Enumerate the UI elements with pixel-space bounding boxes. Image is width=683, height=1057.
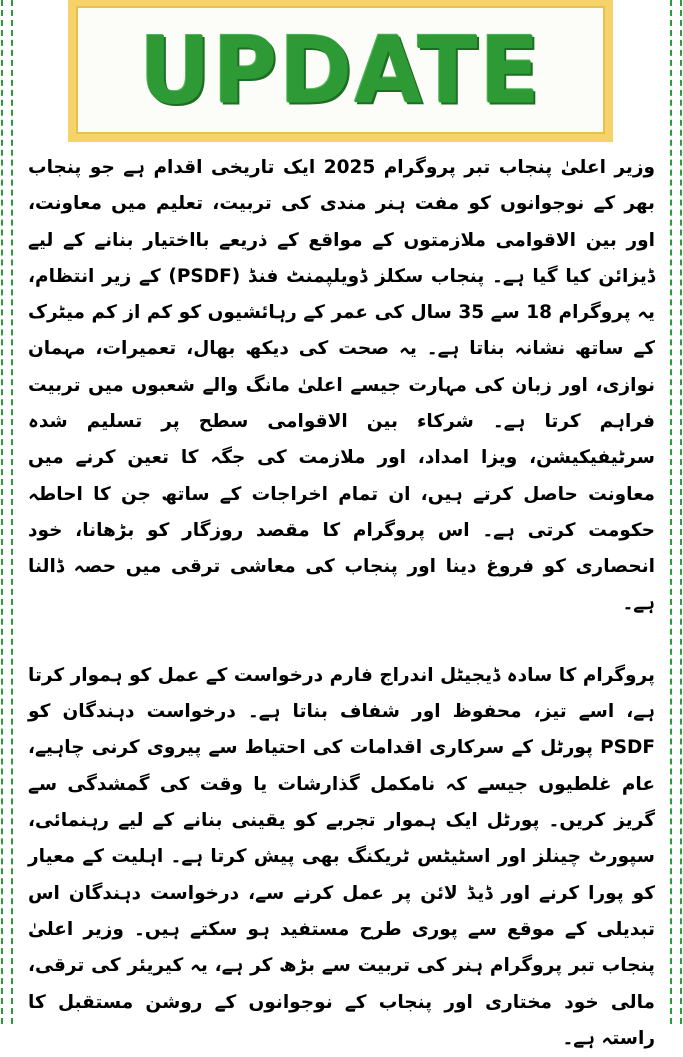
article-paragraph-2: پروگرام کا سادہ ڈیجیٹل اندراج فارم درخواست کے عمل کو ہموار کرتا ہے، اسے تیز، محفوظ اور شفاف بناتا ہے۔ درخواست دہندگان کو PSDF پورٹل کے سرکاری اقدامات کی احتیاط سے پیروی کرنی چاہیے، عام غلطیوں جیسے کہ نامکمل گذارشات یا وقت کی گمشدگی سے گریز کریں۔ پورٹل ایک ہموار تجربے کو یقینی بنانے کے لیے رہنمائی، سپورٹ چینلز اور اسٹیٹس ٹریکنگ بھی پیش کرتا ہے۔ اہلیت کے معیار کو پورا کرنے اور ڈیڈ لائن پر عمل کرنے سے، درخواست دہندگان اس تبدیلی کے موقع سے پوری طرح مستفید ہو سکتے ہیں۔ وزیر اعلیٰ پنجاب تبر پروگرام ہنر کی تربیت سے بڑھ کر ہے، یہ کیریئر کی ترقی، مالی خود مختاری اور پنجاب کے نوجوانوں کے روشن مستقبل کا راستہ ہے۔ (28, 664, 655, 1049)
article-paragraph-1: وزیر اعلیٰ پنجاب تبر پروگرام 2025 ایک تاریخی اقدام ہے جو پنجاب بھر کے نوجوانوں کو مفت ہنر مندی کی تربیت، تعلیم میں معاونت، اور بین الاقوامی ملازمتوں کے مواقع کے ذریعے بااختیار بنانے کے لیے ڈیزائن کیا گیا ہے۔ پنجاب سکلز ڈویلپمنٹ فنڈ (PSDF) کے زیر انتظام، یہ پروگرام 18 سے 35 سال کی عمر کے رہائشیوں کو کم از کم میٹرک کے ساتھ نشانہ بناتا ہے۔ یہ صحت کی دیکھ بھال، تعمیرات، مہمان نوازی، اور زبان کی مہارت جیسے اعلیٰ مانگ والے شعبوں میں تربیت فراہم کرتا ہے۔ شرکاء بین الاقوامی سطح پر تسلیم شدہ سرٹیفیکیشن، ویزا امداد، اور ملازمت کی جگہ کا تعین کرنے میں معاونت حاصل کرتے ہیں، ان تمام اخراجات کے ساتھ جن کا احاطہ حکومت کرتی ہے۔ اس پروگرام کا مقصد روزگار کو بڑھانا، خود انحصاری کو فروغ دینا اور پنجاب کی معاشی ترقی میں حصہ ڈالنا ہے۔ (28, 157, 656, 614)
banner-title: UPDATE (139, 15, 542, 125)
right-decorative-border (670, 0, 682, 1024)
update-banner-panel (76, 6, 605, 134)
left-decorative-border (1, 0, 13, 1024)
article-body (28, 150, 655, 1057)
update-banner (68, 0, 613, 142)
